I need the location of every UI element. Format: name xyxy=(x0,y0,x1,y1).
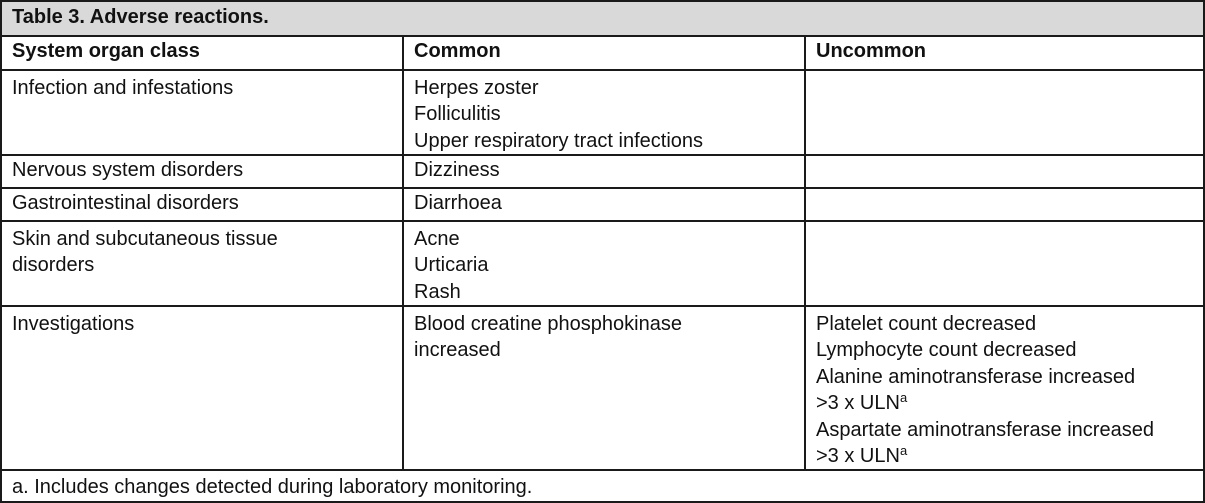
cell-line: Nervous system disorders xyxy=(12,159,244,181)
table-footnote-row xyxy=(2,469,1203,501)
system-organ-class-cell xyxy=(2,71,402,154)
cell-line: Skin and subcutaneous tissue xyxy=(12,228,278,250)
column-header-uncommon: Uncommon xyxy=(804,37,1203,69)
cell-line: Herpes zoster xyxy=(414,77,539,99)
cell-line: Folliculitis xyxy=(414,103,501,126)
table-title-row xyxy=(2,2,1203,35)
common-cell xyxy=(402,307,804,469)
cell-line: Blood creatine phosphokinase xyxy=(414,313,682,335)
cell-line: Diarrhoea xyxy=(414,192,502,214)
cell-line: Acne xyxy=(414,228,460,250)
table-row xyxy=(2,154,1203,187)
cell-line: Alanine aminotransferase increased xyxy=(816,365,1136,388)
system-organ-class-cell xyxy=(2,307,402,469)
cell-line: disorders xyxy=(12,254,95,277)
cell-line: Lymphocyte count decreased xyxy=(816,339,1077,362)
cell-line: Gastrointestinal disorders xyxy=(12,192,239,214)
table-row xyxy=(2,220,1203,305)
cell-line: Infection and infestations xyxy=(12,77,234,99)
cell-line: Aspartate aminotransferase increased xyxy=(816,418,1154,441)
footnote-marker: a xyxy=(899,443,908,459)
system-organ-class-cell xyxy=(2,156,402,187)
table-row xyxy=(2,69,1203,154)
uncommon-cell xyxy=(804,307,1203,469)
table-footnote: a. Includes changes detected during laboratory monitoring. xyxy=(12,476,533,498)
cell-line: Investigations xyxy=(12,313,135,335)
table-title: Table 3. Adverse reactions. xyxy=(12,6,269,28)
system-organ-class-cell xyxy=(2,189,402,220)
footnote-marker: a xyxy=(899,390,908,406)
uncommon-cell xyxy=(804,222,1203,305)
common-cell xyxy=(402,71,804,154)
uncommon-cell xyxy=(804,189,1203,220)
cell-line: Urticaria xyxy=(414,254,489,277)
cell-line: Upper respiratory tract infections xyxy=(414,129,704,152)
cell-line: Dizziness xyxy=(414,159,500,181)
common-cell xyxy=(402,156,804,187)
cell-line xyxy=(816,443,1203,469)
table-row xyxy=(2,187,1203,220)
table-row xyxy=(2,305,1203,469)
table-header-row xyxy=(2,35,1203,69)
threshold-text: >3 x ULN xyxy=(816,392,900,415)
cell-line: Rash xyxy=(414,280,461,303)
cell-line: Platelet count decreased xyxy=(816,313,1037,335)
common-cell xyxy=(402,189,804,220)
column-header-system-organ-class: System organ class xyxy=(12,40,200,62)
common-cell xyxy=(402,222,804,305)
cell-line: increased xyxy=(414,339,501,362)
uncommon-cell xyxy=(804,156,1203,187)
column-header-common: Common xyxy=(402,37,804,69)
threshold-text: >3 x ULN xyxy=(816,445,900,468)
system-organ-class-cell xyxy=(2,222,402,305)
cell-line xyxy=(816,390,1203,416)
uncommon-cell xyxy=(804,71,1203,154)
